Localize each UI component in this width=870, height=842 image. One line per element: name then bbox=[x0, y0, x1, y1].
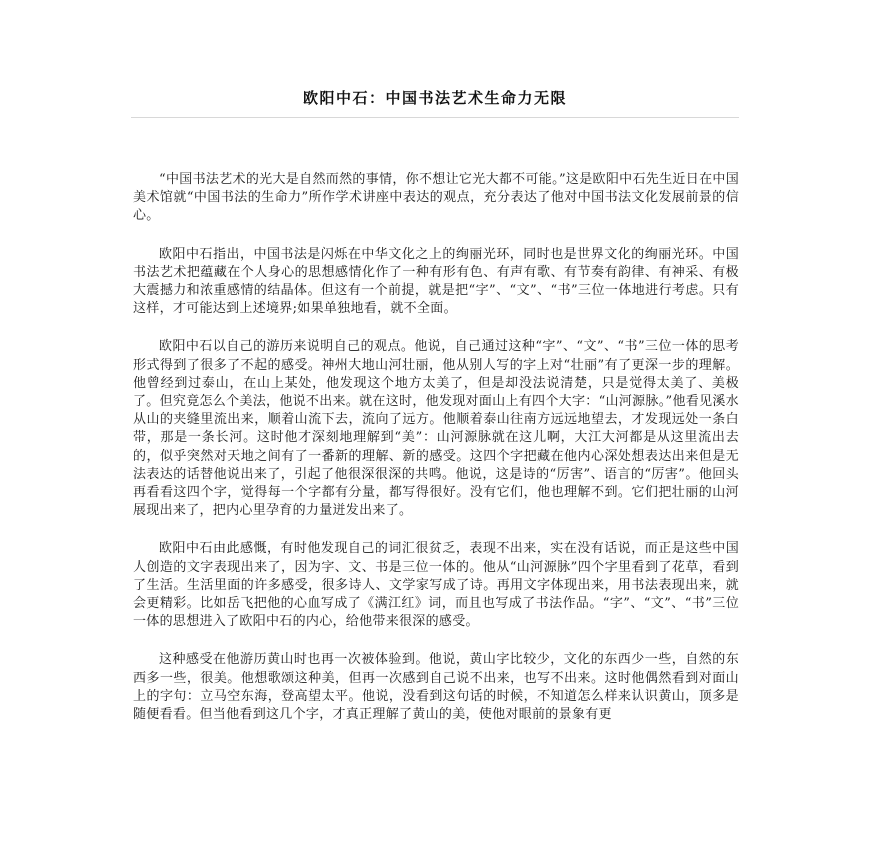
article-title: 欧阳中石：中国书法艺术生命力无限 bbox=[302, 89, 567, 107]
title-divider bbox=[131, 117, 739, 118]
paragraph-4: 欧阳中石由此感慨，有时他发现自己的词汇很贫乏，表现不出来，实在没有话说，而正是这些中国人创造的文字表现出来了，因为字、文、书是三位一体的。他从“山河源脉”四个字里看到了花草，看到了生活。生活里面的许多感受，很多诗人、文学家写成了诗。再用文字体现出来，用书法表现出来，就会更精彩。比如岳飞把他的心血写成了《满江红》词，而且也写成了书法作品。“字”、“文”、“书”三位一体的思想进入了欧阳中石的内心，给他带来很深的感受。 bbox=[133, 541, 739, 630]
article-body bbox=[133, 171, 739, 744]
paragraph-1: “中国书法艺术的光大是自然而然的事情，你不想让它光大都不可能。”这是欧阳中石先生近日在中国美术馆就“中国书法的生命力”所作学术讲座中表达的观点，充分表达了他对中国书法文化发展前景的信心。 bbox=[133, 172, 739, 224]
paragraph-3: 欧阳中石以自己的游历来说明自己的观点。他说，自己通过这种“字”、“文”、“书”三位一体的思考形式得到了很多了不起的感受。神州大地山河壮丽，他从别人写的字上对“壮丽”有了更深一步的理解。他曾经到过泰山，在山上某处，他发现这个地方太美了，但是却没法说清楚，只是觉得太美了、美极了。但究竟怎么个美法，他说不出来。就在这时，他发现对面山上有四个大字：“山河源脉。”他看见溪水从山的夹缝里流出来，顺着山流下去，流向了远方。他顺着泰山往南方远远地望去，才发现远处一条白带，那是一条长河。这时他才深刻地理解到“美”：山河源脉就在这儿啊，大江大河都是从这里流出去的，似乎突然对天地之间有了一番新的理解、新的感受。这四个字把藏在他内心深处想表达出来但是无法表达的话替他说出来了，引起了他很深很深的共鸣。他说，这是诗的“厉害”、语言的“厉害”。他回头再看看这四个字，觉得每一个字都有分量，都写得很好。没有它们，他也理解不到。它们把壮丽的山河展现出来了，把内心里孕育的力量迸发出来了。 bbox=[133, 339, 739, 519]
paragraph-5: 这种感受在他游历黄山时也再一次被体验到。他说，黄山字比较少，文化的东西少一些，自然的东西多一些，很美。他想歌颂这种美，但再一次感到自己说不出来，也写不出来。这时他偶然看到对面山上的字句：立马空东海，登高望太平。他说，没看到这句话的时候，不知道怎么样来认识黄山，顶多是随便看看。但当他看到这几个字，才真正理解了黄山的美，使他对眼前的景象有更 bbox=[133, 652, 739, 723]
paragraph-2: 欧阳中石指出，中国书法是闪烁在中华文化之上的绚丽光环，同时也是世界文化的绚丽光环。中国 书法艺术把蕴藏在个人身心的思想感情化作了一种有形有色、有声有歌、有节奏有韵律、有神采、有极大震撼力和浓重感情的结晶体。但这有一个前提，就是把“字”、“文”、“书”三位一体地进行考虑。只有这样，才可能达到上述境界;如果单独地看，就不全面。 bbox=[133, 246, 739, 317]
